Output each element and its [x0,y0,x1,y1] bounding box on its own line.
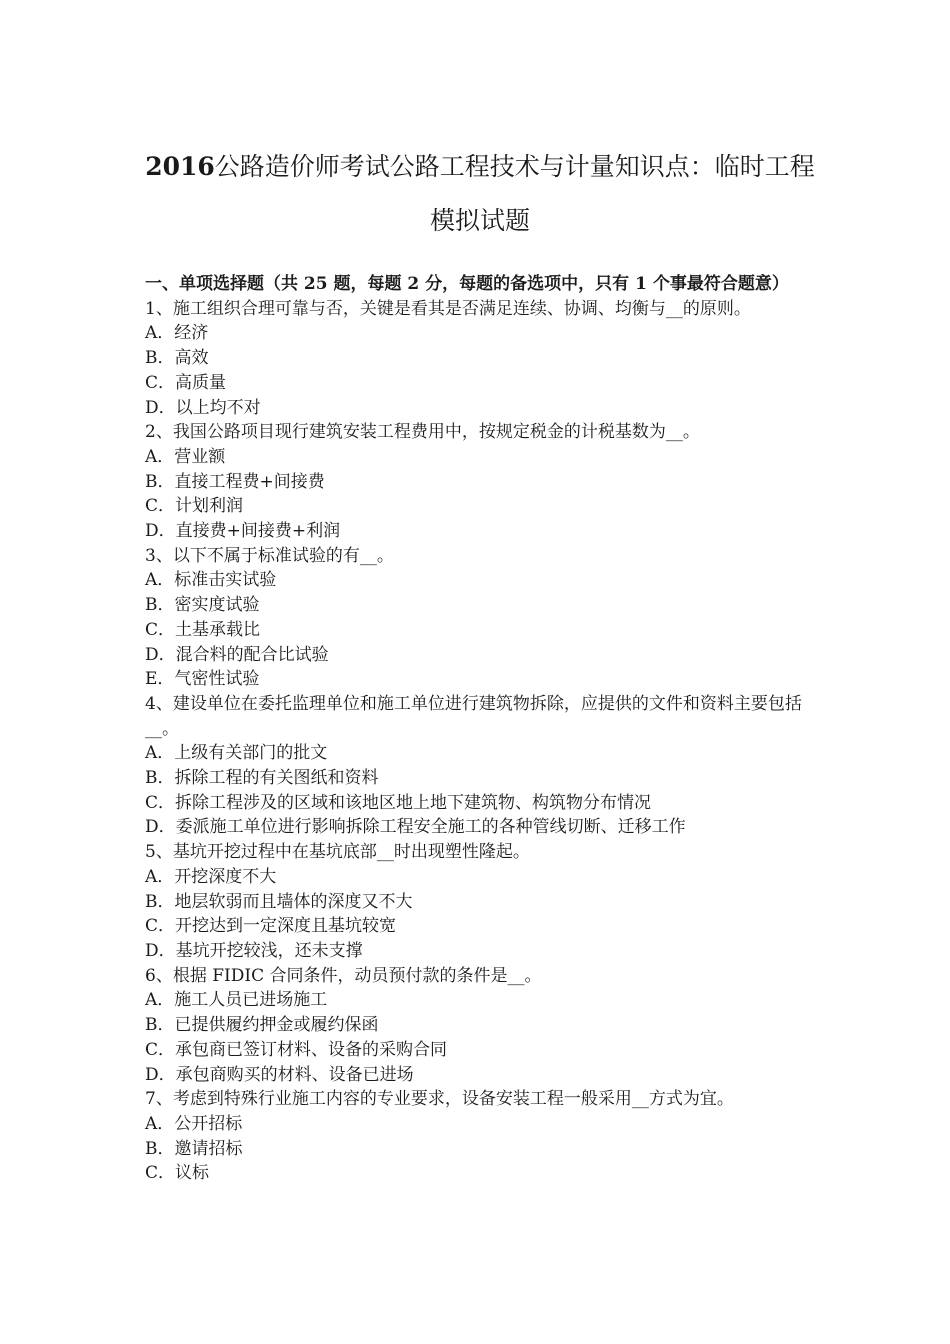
option-c: C．计划利润 [145,496,244,517]
question-stem: 3、以下不属于标准试验的有__。 [145,545,394,566]
question-stem: 1、施工组织合理可靠与否，关键是看其是否满足连续、协调、均衡与__的原则。 [145,298,751,319]
option-c: C．承包商已签订材料、设备的采购合同 [145,1039,448,1060]
option-c: C．开挖达到一定深度且基坑较宽 [145,916,397,937]
option-d: D．基坑开挖较浅，还未支撑 [145,940,363,961]
option-c: C．土基承载比 [145,619,261,640]
option-d: D．混合料的配合比试验 [145,644,329,665]
option-b: B．已提供履约押金或履约保函 [145,1015,379,1036]
option-a: A．开挖深度不大 [145,866,277,887]
option-c: C．拆除工程涉及的区域和该地区地上地下建筑物、构筑物分布情况 [145,792,652,813]
option-c: C．高质量 [145,372,227,393]
question-7 [145,1087,815,1186]
option-b: B．直接工程费+间接费 [145,471,325,492]
option-b: B．密实度试验 [145,595,260,616]
option-a: A．上级有关部门的批文 [145,743,328,764]
question-stem: 4、建设单位在委托监理单位和施工单位进行建筑物拆除，应提供的文件和资料主要包括__。 [145,693,802,739]
option-d: D．承包商购买的材料、设备已进场 [145,1064,414,1085]
option-d: D．以上均不对 [145,397,261,418]
option-b: B．地层软弱而且墙体的深度又不大 [145,891,413,912]
question-2 [145,420,815,544]
option-a: A．经济 [145,323,209,344]
question-stem: 2、我国公路项目现行建筑安装工程费用中，按规定税金的计税基数为__。 [145,422,700,443]
option-b: B．高效 [145,348,209,369]
option-a: A．公开招标 [145,1113,243,1134]
option-e: E．气密性试验 [145,669,260,690]
option-b: B．邀请招标 [145,1138,243,1159]
question-5 [145,840,815,964]
question-stem: 5、基坑开挖过程中在基坑底部__时出现塑性隆起。 [145,842,530,863]
question-stem: 7、考虑到特殊行业施工内容的专业要求，设备安装工程一般采用__方式为宜。 [145,1089,734,1110]
section-heading: 一、单项选择题（共 25 题，每题 2 分，每题的备选项中，只有 1 个事最符合题意） [145,274,789,294]
option-a: A．营业额 [145,446,226,467]
title-year: 2016 [145,152,215,181]
question-6 [145,964,815,1088]
question-stem: 6、根据 FIDIC 合同条件，动员预付款的条件是__。 [145,965,542,986]
question-1 [145,297,815,421]
title-text: 公路造价师考试公路工程技术与计量知识点：临时工程模拟试题 [214,152,815,235]
page-title [140,140,820,248]
option-a: A．施工人员已进场施工 [145,990,328,1011]
option-c: C．议标 [145,1163,210,1184]
option-a: A．标准击实试验 [145,570,277,591]
question-3 [145,544,815,692]
option-d: D．委派施工单位进行影响拆除工程安全施工的各种管线切断、迁移工作 [145,817,686,838]
question-4 [145,692,815,840]
option-d: D．直接费+间接费+利润 [145,521,341,542]
question-list [145,272,815,1186]
option-b: B．拆除工程的有关图纸和资料 [145,768,379,789]
